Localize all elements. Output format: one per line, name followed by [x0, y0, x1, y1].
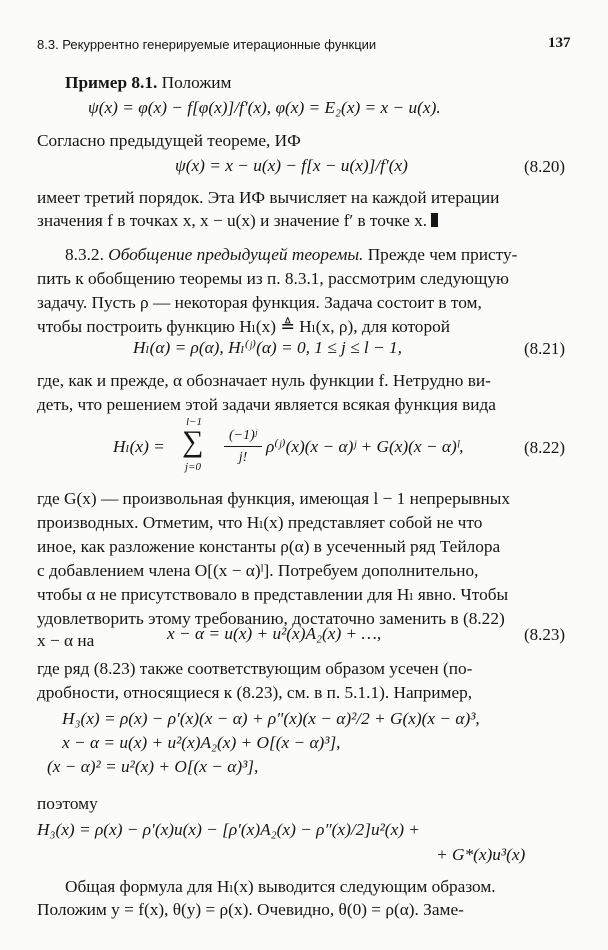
paragraph-line: удовлетворить этому требованию, достаточно заменить в (8.22): [37, 609, 505, 628]
summation-sign: ∑: [182, 425, 204, 458]
equation-number: (8.23): [524, 625, 566, 644]
paragraph-text: Прежде чем присту-: [367, 245, 518, 264]
paragraph-line: x − α на: [37, 631, 95, 650]
paragraph-line: пить к обобщению теоремы из п. 8.3.1, рассмотрим следующую: [37, 269, 509, 288]
sum-upper-limit: l−1: [186, 416, 202, 428]
paragraph-line: Согласно предыдущей теореме, ИФ: [37, 131, 301, 150]
equation-number: (8.22): [524, 438, 566, 457]
paragraph-line: дробности, относящиеся к (8.23), см. в п. 5.1.1). Например,: [37, 683, 473, 702]
equation-8-22-lhs: Hₗ(x) =: [113, 437, 165, 456]
equation-number: (8.20): [524, 157, 566, 176]
equation-h3-expansion: H₃(x) = ρ(x) − ρ′(x)(x − α) + ρ″(x)(x − α)²/2 + G(x)(x − α)³,: [62, 709, 480, 728]
paragraph-line: поэтому: [37, 794, 98, 813]
equation-number: (8.21): [524, 339, 566, 358]
equation-8-22-rhs: ρ⁽ʲ⁾(x)(x − α)ʲ + G(x)(x − α)ˡ,: [266, 437, 464, 456]
example-heading: [65, 74, 232, 91]
sum-lower-limit: j=0: [185, 461, 201, 473]
example-label: Пример 8.1.: [65, 73, 158, 92]
paragraph-line: иное, как разложение константы ρ(α) в усеченный ряд Тейлора: [37, 537, 501, 556]
paragraph-line: задачу. Пусть ρ — некоторая функция. Задача состоит в том,: [37, 293, 482, 312]
section-number: 8.3.2.: [65, 245, 104, 264]
section-title: Обобщение предыдущей теоремы.: [108, 245, 364, 264]
equation-8-21: Hₗ(α) = ρ(α), Hₗ⁽ʲ⁾(α) = 0, 1 ≤ j ≤ l − 1,: [133, 338, 402, 357]
fraction-bar: [224, 446, 262, 447]
example-intro: Положим: [161, 73, 232, 92]
equation-8-20: ψ(x) = x − u(x) − f[x − u(x)]/f′(x): [175, 156, 408, 175]
paragraph-line: где ряд (8.23) также соответствующим образом усечен (по-: [37, 659, 473, 678]
paragraph-line: где, как и прежде, α обозначает нуль функции f. Нетрудно ви-: [37, 371, 491, 390]
equation-x-minus-alpha-squared: (x − α)² = u²(x) + O[(x − α)³],: [47, 757, 259, 776]
paragraph-line: Общая формула для Hₗ(x) выводится следующим образом.: [65, 877, 496, 896]
fraction-denominator: j!: [238, 450, 248, 465]
equation-h3-result-line2: + G*(x)u³(x): [436, 845, 526, 864]
running-header: 8.3. Рекуррентно генерируемые итерационные функции: [37, 37, 377, 52]
paragraph-line: чтобы построить функцию Hₗ(x) ≜ Hₗ(x, ρ), для которой: [37, 317, 450, 336]
section-heading-line: [65, 246, 517, 263]
paragraph-line: производных. Отметим, что Hₗ(x) представляет собой не что: [37, 513, 483, 532]
end-of-proof-mark: [431, 213, 438, 227]
paragraph-line: где G(x) — произвольная функция, имеющая l − 1 непрерывных: [37, 489, 510, 508]
paragraph-line: чтобы α не присутствовало в представлении для Hₗ явно. Чтобы: [37, 585, 509, 604]
paragraph-line: имеет третий порядок. Эта ИФ вычисляет на каждой итерации: [37, 188, 500, 207]
paragraph-line: деть, что решением этой задачи является всякая функция вида: [37, 395, 496, 414]
equation-psi-phi: ψ(x) = φ(x) − f[φ(x)]/f′(x), φ(x) = E₂(x) = x − u(x).: [88, 98, 441, 117]
paragraph-line: [37, 212, 438, 229]
fraction-numerator: (−1)ʲ: [228, 428, 258, 443]
equation-x-minus-alpha: x − α = u(x) + u²(x)A₂(x) + O[(x − α)³],: [62, 733, 341, 752]
paragraph-text: значения f в точках x, x − u(x) и значение f′ в точке x.: [37, 211, 428, 230]
page-number: 137: [548, 35, 571, 51]
paragraph-line: с добавлением члена O[(x − α)ˡ]. Потребуем дополнительно,: [37, 561, 479, 580]
equation-h3-result-line1: H₃(x) = ρ(x) − ρ′(x)u(x) − [ρ′(x)A₂(x) − ρ″(x)/2]u²(x) +: [37, 820, 420, 839]
equation-8-23: x − α = u(x) + u²(x)A₂(x) + …,: [167, 624, 382, 643]
paragraph-line: Положим y = f(x), θ(y) = ρ(x). Очевидно, θ(0) = ρ(α). Заме-: [37, 900, 464, 919]
